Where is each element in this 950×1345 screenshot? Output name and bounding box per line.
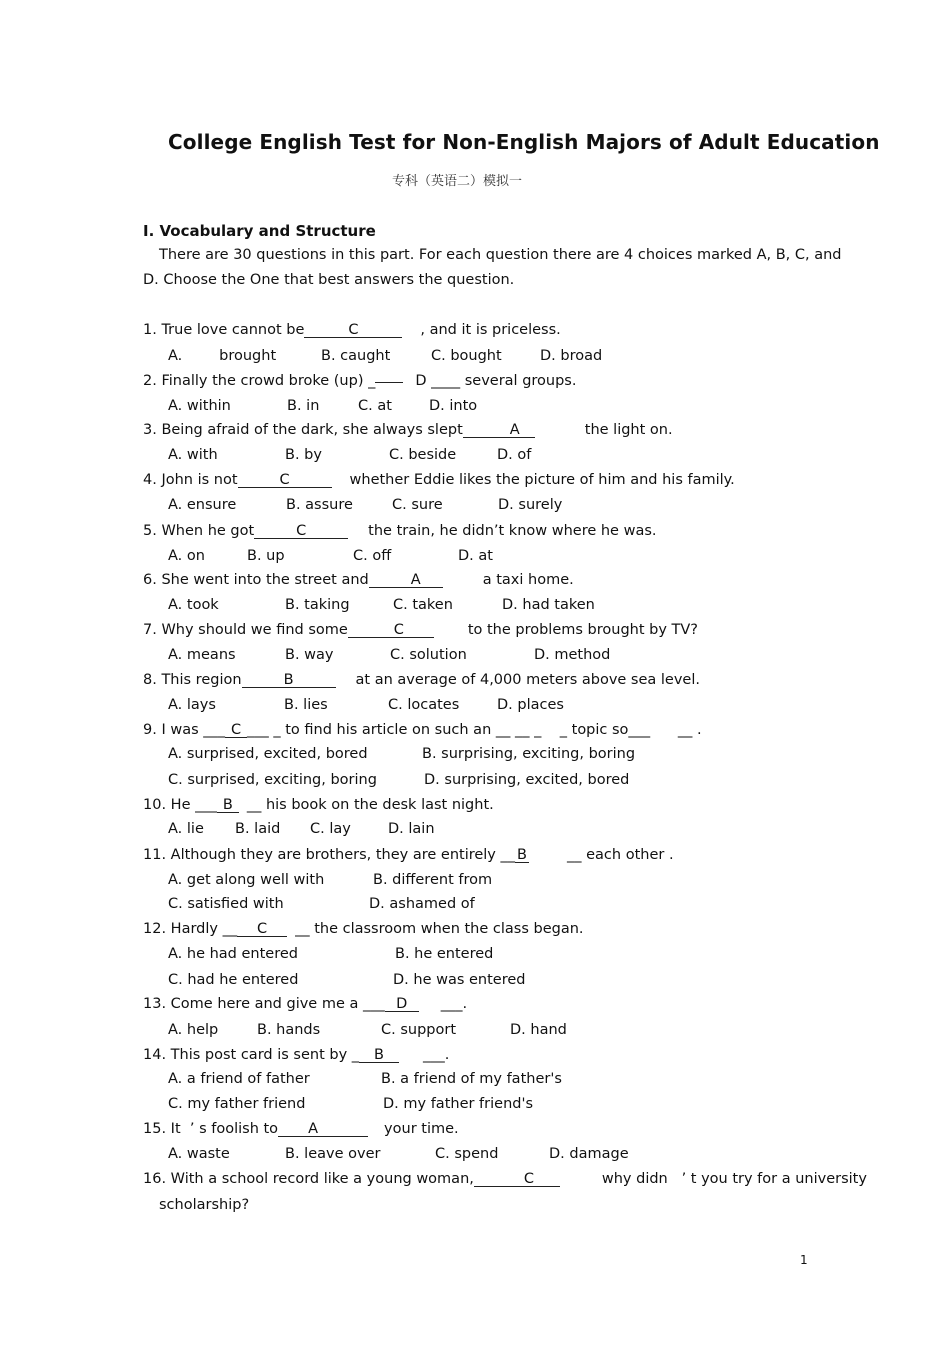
option-8a: A. lays xyxy=(168,697,216,713)
question-15: 15. It ’ s foolish to A your time. xyxy=(143,1121,459,1137)
option-9b: B. surprising, exciting, boring xyxy=(422,746,636,762)
option-5b: B. up xyxy=(247,548,285,564)
section-instructions-line-2: D. Choose the One that best answers the question. xyxy=(143,272,515,288)
question-9: 9. I was ___ C ___ _ to find his article on such an __ __ _ _ topic so___ __ . xyxy=(143,722,702,738)
option-13b: B. hands xyxy=(257,1022,321,1038)
option-7d: D. method xyxy=(534,647,611,663)
option-12d: D. he was entered xyxy=(393,972,526,988)
option-7a: A. means xyxy=(168,647,236,663)
option-11c: C. satisfied with xyxy=(168,896,284,912)
option-3b: B. by xyxy=(285,447,322,463)
question-7: 7. Why should we find some C to the problems brought by TV? xyxy=(143,622,699,638)
question-13: 13. Come here and give me a ___ D ___. xyxy=(143,996,468,1012)
question-16-continuation: scholarship? xyxy=(159,1197,250,1213)
option-5c: C. off xyxy=(353,548,392,564)
option-6b: B. taking xyxy=(285,597,350,613)
option-9c: C. surprised, exciting, boring xyxy=(168,772,377,788)
question-14: 14. This post card is sent by _ B ___. xyxy=(143,1047,450,1063)
option-10a: A. lie xyxy=(168,821,204,837)
question-8: 8. This region B at an average of 4,000 meters above sea level. xyxy=(143,672,700,688)
question-5: 5. When he got C the train, he didn’t know where he was. xyxy=(143,523,657,539)
option-9d: D. surprising, excited, bored xyxy=(424,772,630,788)
option-3d: D. of xyxy=(497,447,532,463)
option-14b: B. a friend of my father's xyxy=(381,1071,562,1087)
option-14a: A. a friend of father xyxy=(168,1071,310,1087)
option-9a: A. surprised, excited, bored xyxy=(168,746,368,762)
question-10: 10. He ___ B __ his book on the desk last night. xyxy=(143,797,494,813)
question-2: 2. Finally the crowd broke (up) _ D ____ several groups. xyxy=(143,373,577,389)
option-3c: C. beside xyxy=(389,447,457,463)
question-16: 16. With a school record like a young woman, C why didn ’ t you try for a university xyxy=(143,1171,867,1187)
option-15c: C. spend xyxy=(435,1146,499,1162)
question-6: 6. She went into the street and A a taxi home. xyxy=(143,572,574,588)
option-1d: D. broad xyxy=(540,348,603,364)
option-8c: C. locates xyxy=(388,697,460,713)
option-7c: C. solution xyxy=(390,647,467,663)
option-13d: D. hand xyxy=(510,1022,567,1038)
option-6a: A. took xyxy=(168,597,219,613)
option-6c: C. taken xyxy=(393,597,453,613)
option-3a: A. with xyxy=(168,447,218,463)
option-12c: C. had he entered xyxy=(168,972,299,988)
option-1c: C. bought xyxy=(431,348,502,364)
option-1b: B. caught xyxy=(321,348,391,364)
option-12b: B. he entered xyxy=(395,946,494,962)
option-4b: B. assure xyxy=(286,497,353,513)
page-title: College English Test for Non-English Majors of Adult Education xyxy=(168,130,880,154)
option-4d: D. surely xyxy=(498,497,563,513)
option-2a: A. within xyxy=(168,398,231,414)
option-4c: C. sure xyxy=(392,497,443,513)
option-13c: C. support xyxy=(381,1022,457,1038)
option-12a: A. he had entered xyxy=(168,946,298,962)
option-15b: B. leave over xyxy=(285,1146,381,1162)
option-5d: D. at xyxy=(458,548,493,564)
option-13a: A. help xyxy=(168,1022,219,1038)
option-11b: B. different from xyxy=(373,872,493,888)
option-14c: C. my father friend xyxy=(168,1096,306,1112)
option-11a: A. get along well with xyxy=(168,872,325,888)
option-10d: D. lain xyxy=(388,821,435,837)
option-14d: D. my father friend's xyxy=(383,1096,534,1112)
question-4: 4. John is not C whether Eddie likes the picture of him and his family. xyxy=(143,472,735,488)
page-subtitle: 专科（英语二）模拟一 xyxy=(392,174,523,189)
option-2c: C. at xyxy=(358,398,392,414)
option-2d: D. into xyxy=(429,398,478,414)
option-10c: C. lay xyxy=(310,821,351,837)
page-number: 1 xyxy=(800,1253,808,1267)
option-11d: D. ashamed of xyxy=(369,896,475,912)
question-3: 3. Being afraid of the dark, she always slept A the light on. xyxy=(143,422,673,438)
option-6d: D. had taken xyxy=(502,597,595,613)
option-1a: A. brought xyxy=(168,348,277,364)
option-7b: B. way xyxy=(285,647,334,663)
option-10b: B. laid xyxy=(235,821,281,837)
question-11: 11. Although they are brothers, they are entirely __ B __ each other . xyxy=(143,847,674,863)
option-15a: A. waste xyxy=(168,1146,230,1162)
question-1: 1. True love cannot be C , and it is priceless. xyxy=(143,322,561,338)
option-8d: D. places xyxy=(497,697,564,713)
question-12: 12. Hardly __ C __ the classroom when the class began. xyxy=(143,921,584,937)
option-15d: D. damage xyxy=(549,1146,629,1162)
section-heading: I. Vocabulary and Structure xyxy=(143,222,376,240)
section-instructions-line-1: There are 30 questions in this part. For each question there are 4 choices marked A, B, C, and xyxy=(159,247,842,263)
option-2b: B. in xyxy=(287,398,320,414)
option-4a: A. ensure xyxy=(168,497,237,513)
option-5a: A. on xyxy=(168,548,205,564)
option-8b: B. lies xyxy=(284,697,328,713)
